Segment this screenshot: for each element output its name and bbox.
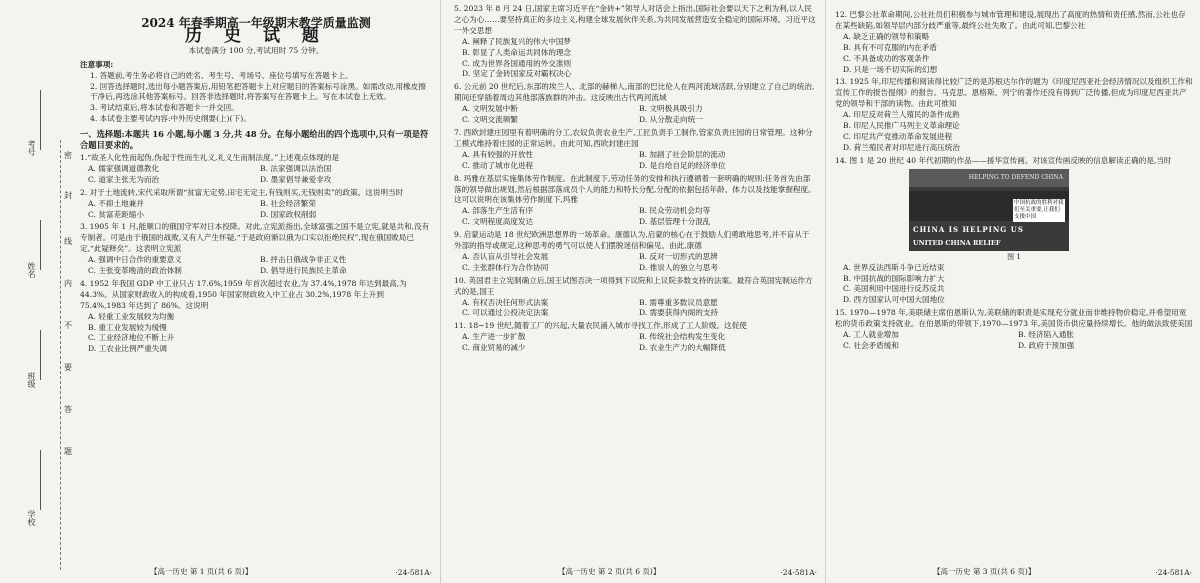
option: D. 从分散走向统一 — [639, 115, 703, 125]
option: A. 否认盲从引导社会发展 — [462, 251, 549, 261]
option: B. 重工业发展较为缓慢 — [88, 322, 167, 332]
option: A. 世界反法西斯斗争已近结束 — [843, 262, 945, 272]
question — [454, 4, 816, 80]
seal-line — [60, 140, 61, 570]
page-footer-left: 【高一历史 第 2 页(共 6 页)】 — [558, 567, 661, 576]
option: B. 需尊重多数议员意愿 — [639, 297, 718, 307]
option: C. 文明程度高度发达 — [462, 217, 534, 227]
question — [80, 153, 432, 186]
option: C. 印尼共产党推动革命发展进程 — [843, 131, 953, 141]
question-stem: 13. 1925 年,印尼传播和阅读得比较广泛的是苏根达尔作的题为《印度尼西亚社会经济情况以及组织工作和宣传工作的报告提纲》的报告。马克思、恩格斯、列宁的著作还没有得到广泛传播,但成为印度尼西亚共产党的领导和干部的读物。由此可推知 — [835, 77, 1193, 109]
question — [454, 82, 816, 126]
option: B. 抨击日俄战争非正义性 — [260, 255, 347, 265]
option: D. 基层管理十分混乱 — [639, 217, 711, 227]
question-stem: 12. 巴黎公社革命期间,公社社员们积极参与城市管理和建设,展现出了高度的热情和责任感,然而,公社也存在某些缺陷,如领导层内部分歧严重等,最终公社失败了。由此可知,巴黎公社 — [835, 10, 1186, 30]
margin-label-class: 班级 — [27, 372, 36, 388]
page-1-content — [80, 16, 432, 355]
option: C. 美国利用中国进行反苏反共 — [843, 284, 945, 294]
margin-line — [40, 330, 41, 380]
option: C. 主张群体行为合作协同 — [462, 262, 549, 272]
option: A. 缺乏正确的领导和策略 — [843, 31, 930, 41]
page-3-content — [835, 10, 1193, 352]
option: A. 文明发展中断 — [462, 104, 518, 114]
option: A. 部落生产生活有序 — [462, 206, 534, 216]
page-footer-left: 【高一历史 第 1 页(共 6 页)】 — [150, 567, 253, 576]
seal-char: 线 — [64, 237, 72, 246]
option: D. 坚定了金砖国家反对霸权决心 — [462, 69, 572, 79]
option: A. 轻重工业发展较为均衡 — [88, 311, 175, 321]
question-stem: 1.“故圣人化性而起伪,伪起于性而生礼义,礼义生而制法度。”上述观点体现的是 — [80, 152, 340, 162]
option: A. 生产进一步扩散 — [462, 332, 526, 342]
option: D. 需要获得内阁的支持 — [639, 308, 718, 318]
page-footer-right: ·24-581A· — [1155, 568, 1192, 577]
poster-title: CHINA IS HELPING US — [913, 224, 1024, 234]
poster-top-text: HELPING TO DEFEND CHINA — [968, 173, 1063, 181]
page-1 — [0, 0, 440, 583]
seal-char: 封 — [64, 191, 72, 200]
seal-char: 内 — [64, 279, 72, 288]
option: C. 不具备成功的客观条件 — [843, 53, 930, 63]
option: C. 推动了城市化进程 — [462, 160, 534, 170]
notice-item: 1. 答题前,考生务必将自己的姓名、考生号、考场号、座位号填写在答题卡上。 — [90, 70, 353, 80]
option: B. 中国抗战的国际影响力扩大 — [843, 273, 945, 283]
question-stem: 10. 英国君主立宪制确立后,国王试图否决一项得到下议院和上议院多数支持的法案。最符合英国宪制运作方式的是,国王 — [454, 275, 813, 296]
option: D. 是自给自足的经济单位 — [639, 160, 726, 170]
question-stem: 3. 1905 年 1 月,能顺口的俄国守军对日本投降。对此,立宪派指出,全球富强之国不是立宪,就是共和,没有专制者。可是由于俄国的战败,又有人产生怀疑,“于是政府渐以俄为口实以拒绝民权”,现在俄国败局已定,“此疑释矣”。这表明立宪派 — [80, 222, 430, 254]
option: B. 彰显了人类命运共同体的理念 — [462, 47, 572, 57]
poster-caption: 中国抗战的胜利对我们至关重要,让我们支援中国 — [1014, 199, 1064, 220]
question-stem: 15. 1970—1978 年,美联储主席伯恩斯认为,美联储的职责是实现充分就业而非维持物价稳定,并希望用宽松的货币政策支持就业。在伯恩斯的带领下,1970—1973 年,美国货币供应量持续增长。他的做法致使美国 — [835, 308, 1193, 329]
option: D. 西方国家认可中国大国地位 — [843, 295, 945, 305]
option: D. 荷兰殖民者对印尼进行高压统治 — [843, 142, 960, 152]
option: C. 道家主张无为而治 — [88, 174, 160, 184]
margin-label-name: 姓名 — [27, 262, 36, 278]
option: A. 工人就业增加 — [843, 330, 899, 340]
option: D. 墨家倡导兼爱非攻 — [260, 174, 332, 184]
notice-title: 注意事项: — [80, 59, 114, 69]
exam-note: 本试卷满分 100 分,考试用时 75 分钟。 — [188, 45, 324, 55]
notice-list — [80, 71, 432, 126]
question-stem: 5. 2023 年 8 月 24 日,国家主席习近平在“金砖+”领导人对话会上指出,国际社会要以天下之利为利,以人民之心为心……要坚持真正的多边主义,构建全球发展伙伴关系,为共同发展营造安全稳定的国际环境。习近平这一外交思想 — [454, 4, 816, 35]
notice-item: 4. 本试卷主要考试内容:中外历史纲要(上)(下)。 — [90, 114, 251, 124]
question-stem: 11. 18~19 世纪,随着工厂的兴起,大量农民涌入城市寻找工作,形成了工人阶级。这促使 — [454, 321, 747, 331]
section-title: 一、选择题:本题共 16 小题,每小题 3 分,共 48 分。在每小题给出的四个选项中,只有一项是符合题目要求的。 — [80, 129, 429, 151]
question — [835, 10, 1193, 75]
margin-label-exam-number: 考号 — [27, 140, 36, 156]
option: B. 法家强调以法治国 — [260, 163, 332, 173]
question-stem: 2. 对于土地流转,宋代采取所谓“贫富无定势,田宅无定主,有钱则买,无钱则卖”的政策。这说明当时 — [80, 187, 404, 197]
question — [80, 222, 432, 277]
option: B. 加剧了社会阶层的流动 — [639, 149, 726, 159]
question — [454, 128, 816, 172]
notice-item: 2. 回答选择题时,选出每小题答案后,用铅笔把答题卡上对应题目的答案标号涂黑。如需改动,用橡皮擦干净后,再选涂其他答案标号。回答非选择题时,将答案写在答题卡上。写在本试卷上无效。 — [90, 81, 426, 102]
option: B. 具有不可克服的内在矛盾 — [843, 42, 937, 52]
option: B. 经济陷入通胀 — [1018, 330, 1074, 340]
option: D. 工农业比例严重失调 — [88, 344, 167, 354]
option: C. 工业经济地位不断上升 — [88, 333, 175, 343]
question-stem: 4. 1952 年我国 GDP 中工业只占 17.6%,1959 年首次超过农业,为 37.4%,1978 年达到最高,为 44.3%。从国家财政收入的构成看,1950 年国家财政收入中工业占 30.2%,1978 年上升到 75.4%,1983 年达到了 86%。这说明 — [80, 278, 407, 310]
poster-subtitle: UNITED CHINA RELIEF — [913, 238, 1001, 247]
option: A. 印尼反对荷兰人殖民的条件成熟 — [843, 110, 960, 120]
question — [80, 188, 432, 221]
subject-title: 历 史 试 题 — [185, 25, 327, 46]
question — [835, 77, 1193, 153]
question — [80, 279, 432, 355]
exam-title: 2024 年春季期高一年级期末教学质量监测 — [141, 16, 371, 30]
option: D. 推崇人的独立与思考 — [639, 262, 718, 272]
question-stem: 7. 西欧封建庄园里有着明确的分工,农奴负责农业生产,工匠负责手工制作,管家负责庄园的日常管理。这种分工模式维持着庄园的正常运转。由此可知,西欧封建庄园 — [454, 127, 813, 148]
option: C. 文明交流频繁 — [462, 115, 518, 125]
option: D. 只是一场不切实际的幻想 — [843, 64, 938, 74]
margin-line — [40, 90, 41, 150]
option: C. 主张变革晚清的政治体制 — [88, 266, 182, 276]
option: D. 倡导进行民族民主革命 — [260, 266, 347, 276]
seal-char: 题 — [64, 447, 72, 456]
option: C. 社会矛盾缓和 — [843, 340, 899, 350]
seal-char: 答 — [64, 405, 72, 414]
page-2 — [440, 0, 825, 583]
page-footer-right: ·24-581A· — [780, 568, 817, 577]
page-footer-right: ·24-581A· — [395, 568, 432, 577]
option: C. 商业贸易的减少 — [462, 343, 526, 353]
option: A. 有权否决任何形式法案 — [462, 297, 549, 307]
option: B. 文明极具吸引力 — [639, 104, 703, 114]
page-3 — [825, 0, 1200, 583]
question-stem: 9. 启蒙运动是 18 世纪欧洲思想界的一场革命。康德认为,启蒙的核心在于鼓励人们勇敢地思考,并不盲从于外部的指导或规定,这种思考的勇气可以使人们摆脱迷信和偏见。由此,康德 — [454, 230, 810, 251]
question — [835, 156, 1193, 306]
option: A. 儒家强调道德教化 — [88, 163, 160, 173]
question — [454, 230, 816, 274]
binding-margin — [0, 0, 78, 583]
option: B. 民众劳动机会均等 — [639, 206, 711, 216]
notice-item: 3. 考试结束后,将本试卷和答题卡一并交回。 — [90, 103, 239, 113]
option: B. 印尼人民推广马列主义革命理论 — [843, 121, 960, 131]
option: A. 不抑土地兼并 — [88, 198, 144, 208]
option: C. 贫富差距缩小 — [88, 209, 144, 219]
option: D. 农业生产力的大幅降低 — [639, 343, 726, 353]
option: C. 成为世界各国通用的外交准则 — [462, 58, 572, 68]
option: D. 国家政权削弱 — [260, 209, 317, 219]
figure-label: 图 1 — [1007, 252, 1021, 261]
page-2-content — [454, 4, 816, 354]
option: A. 具有较强的开放性 — [462, 149, 534, 159]
question — [454, 321, 816, 354]
seal-char: 密 — [64, 151, 72, 160]
question-stem: 6. 公元前 20 世纪后,东部的埃兰人、北部的赫梯人,南部的巴比伦人在两河流域活跃,分别建立了自己的统治,期间还穿插着周边其他部落族群的冲击。这反映出古代两河流域 — [454, 82, 815, 103]
seal-char: 要 — [64, 363, 72, 372]
page-footer-left: 【高一历史 第 3 页(共 6 页)】 — [933, 567, 1036, 576]
seal-char: 不 — [64, 321, 72, 330]
option: B. 反对一切形式的思辨 — [639, 251, 718, 261]
question — [454, 174, 816, 229]
option: A. 强调中日合作的重要意义 — [88, 255, 182, 265]
margin-line — [40, 450, 41, 510]
margin-label-school: 学校 — [27, 510, 36, 526]
question-stem: 8. 玛雅在基层实施集体劳作制度。在此制度下,劳动任务的安排和执行遵循着一套明确的规则:任务首先由部落的领导做出规划,然后根据部落成员个人的能力和特长分配,分配的依据包括年龄、体力以及技能掌握程度。这可以说明在该集体劳作制度下,玛雅 — [454, 173, 816, 205]
propaganda-poster-image — [909, 169, 1069, 251]
option: D. 政府干预加强 — [1018, 340, 1075, 350]
question — [454, 276, 816, 320]
question-stem: 14. 图 1 是 20 世纪 40 年代初期的作品——援华宣传画。对该宣传画反映的信息解读正确的是,当时 — [835, 155, 1172, 165]
question — [835, 308, 1193, 352]
option: B. 传统社会结构发生变化 — [639, 332, 726, 342]
option: C. 可以通过公投决定法案 — [462, 308, 549, 318]
option: B. 社会经济繁荣 — [260, 198, 316, 208]
margin-line — [40, 220, 41, 270]
option: A. 阐释了民族复兴的伟大中国梦 — [462, 36, 572, 46]
